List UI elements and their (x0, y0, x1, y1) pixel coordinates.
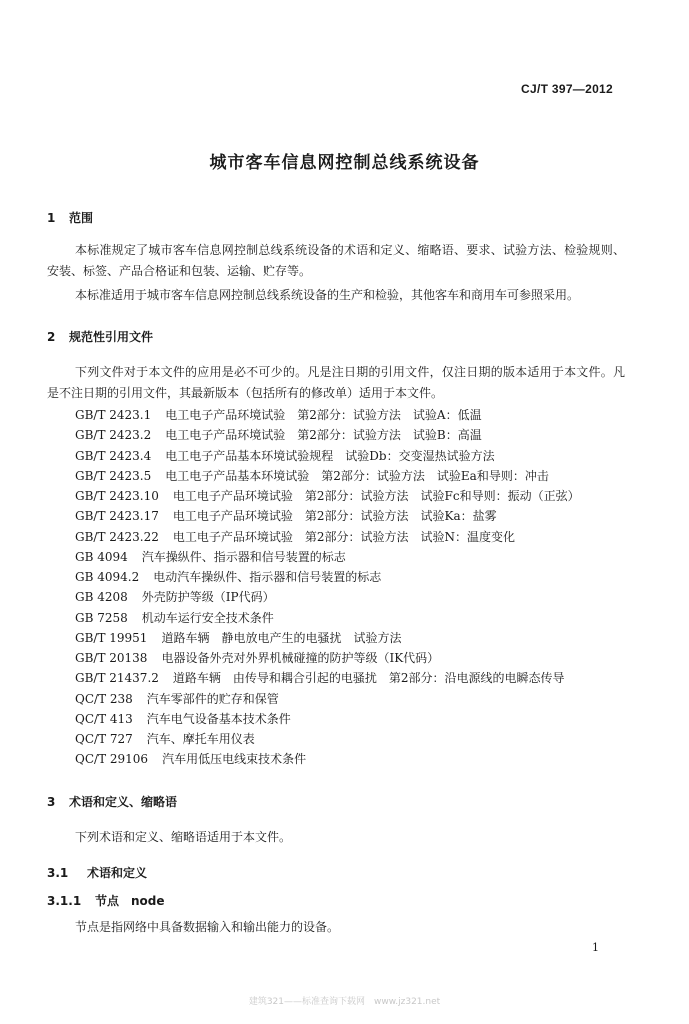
reference-code: GB/T 21437.2 (75, 671, 159, 686)
reference-code: GB/T 2423.10 (75, 489, 159, 503)
reference-code: GB/T 2423.4 (75, 448, 152, 463)
reference-code: GB/T 2423.2 (75, 428, 152, 443)
normative-references-list (75, 405, 580, 770)
reference-code: QC/T 727 (75, 732, 133, 746)
section-number: 1 (47, 211, 56, 225)
section-1-heading (47, 209, 93, 226)
reference-code: GB/T 2423.22 (75, 529, 159, 544)
section-title: 范围 (69, 211, 94, 225)
reference-item (75, 547, 580, 567)
subsection-3-1-1-heading (47, 892, 165, 909)
section-2-intro: 下列文件对于本文件的应用是必不可少的。凡是注日期的引用文件，仅注日期的版本适用于本文件。凡是不注日期的引用文件，其最新版本（包括所有的修改单）适用于本文件。 (47, 365, 625, 400)
reference-item (75, 486, 580, 506)
reference-item (75, 628, 580, 648)
reference-title: 道路车辆 由传导和耦合引起的电骚扰 第2部分：沿电源线的电瞬态传导 (172, 671, 565, 686)
reference-title: 电器设备外壳对外界机械碰撞的防护等级（IK代码） (161, 651, 440, 665)
subsection-3-1-heading (47, 864, 147, 881)
reference-title: 汽车用低压电线束技术条件 (162, 752, 307, 767)
reference-title: 电工电子产品环境试验 第2部分：试验方法 试验A：低温 (165, 408, 482, 422)
reference-item (75, 567, 580, 587)
section-title: 规范性引用文件 (69, 330, 154, 344)
reference-item (75, 446, 580, 466)
section-title: 节点 node (95, 894, 165, 908)
reference-title: 电工电子产品环境试验 第2部分：试验方法 试验N：温度变化 (172, 529, 516, 544)
reference-title: 机动车运行安全技术条件 (141, 610, 274, 625)
reference-item (75, 587, 580, 607)
reference-title: 电工电子产品基本环境试验规程 试验Db：交变湿热试验方法 (165, 448, 495, 463)
reference-item (75, 405, 580, 425)
reference-code: QC/T 29106 (75, 752, 149, 767)
reference-item (75, 506, 580, 526)
reference-item (75, 709, 580, 729)
standard-code: CJ/T 397—2012 (521, 82, 613, 96)
section-1-paragraph-1: 本标准规定了城市客车信息网控制总线系统设备的术语和定义、缩略语、要求、试验方法、检验规则、安装、标签、产品合格证和包装、运输、贮存等。 (47, 243, 625, 278)
reference-code: GB 4208 (75, 590, 128, 605)
reference-title: 电工电子产品环境试验 第2部分：试验方法 试验Ka：盐雾 (172, 509, 497, 524)
reference-code: GB 7258 (75, 610, 128, 625)
section-number: 3 (47, 795, 56, 809)
reference-item (75, 689, 580, 709)
reference-item (75, 425, 580, 445)
reference-item (75, 668, 580, 688)
reference-title: 汽车、摩托车用仪表 (146, 732, 255, 746)
reference-code: GB 4094 (75, 549, 128, 564)
page-number: 1 (592, 941, 599, 954)
reference-code: GB/T 20138 (75, 651, 148, 665)
reference-code: GB/T 2423.5 (75, 468, 152, 483)
reference-item (75, 608, 580, 628)
reference-code: GB/T 19951 (75, 630, 148, 645)
reference-title: 电工电子产品环境试验 第2部分：试验方法 试验Fc和导则：振动（正弦） (172, 489, 580, 503)
section-title: 术语和定义 (87, 866, 148, 880)
reference-item (75, 527, 580, 547)
document-title: 城市客车信息网控制总线系统设备 (209, 153, 480, 173)
reference-code: QC/T 413 (75, 711, 133, 726)
reference-title: 电工电子产品环境试验 第2部分：试验方法 试验B：高温 (165, 428, 482, 443)
reference-item (75, 466, 580, 486)
reference-item (75, 729, 580, 749)
section-1-paragraph-2: 本标准适用于城市客车信息网控制总线系统设备的生产和检验，其他客车和商用车可参照采用。 (75, 288, 580, 302)
section-number: 3.1 (47, 866, 69, 880)
section-3-intro: 下列术语和定义、缩略语适用于本文件。 (75, 830, 292, 844)
reference-title: 汽车操纵件、指示器和信号装置的标志 (141, 549, 346, 564)
section-number: 3.1.1 (47, 894, 82, 908)
reference-title: 汽车零部件的贮存和保管 (146, 691, 279, 706)
reference-item (75, 749, 580, 769)
section-2-heading (47, 328, 153, 345)
reference-title: 道路车辆 静电放电产生的电骚扰 试验方法 (161, 630, 402, 645)
section-number: 2 (47, 330, 56, 344)
watermark-text: 建筑321——标准查询下载网 www.jz321.net (248, 997, 441, 1007)
reference-code: GB 4094.2 (75, 570, 140, 584)
reference-title: 电动汽车操纵件、指示器和信号装置的标志 (153, 570, 382, 584)
section-3-heading (47, 793, 177, 810)
reference-code: GB/T 2423.17 (75, 509, 159, 524)
reference-code: GB/T 2423.1 (75, 408, 152, 422)
reference-code: QC/T 238 (75, 691, 133, 706)
term-definition-node: 节点是指网络中具备数据输入和输出能力的设备。 (75, 920, 340, 934)
reference-title: 外壳防护等级（IP代码） (141, 590, 275, 605)
section-title: 术语和定义、缩略语 (69, 795, 178, 809)
reference-item (75, 648, 580, 668)
reference-title: 汽车电气设备基本技术条件 (146, 711, 291, 726)
reference-title: 电工电子产品基本环境试验 第2部分：试验方法 试验Ea和导则：冲击 (165, 468, 549, 483)
